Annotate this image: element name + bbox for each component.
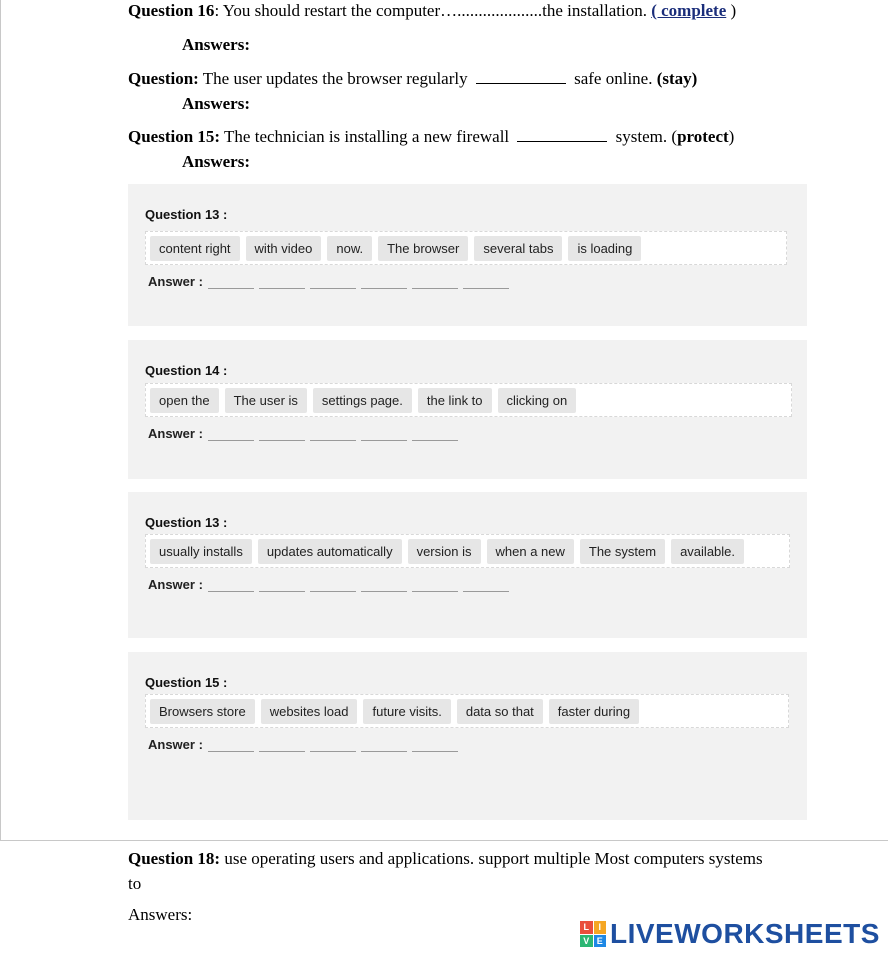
- word-chip[interactable]: with video: [246, 236, 322, 261]
- word-chip[interactable]: The browser: [378, 236, 468, 261]
- answer-label: Answer :: [148, 426, 203, 441]
- answer-row: [148, 577, 509, 592]
- question-16-answers-label: Answers:: [182, 35, 250, 54]
- answer-slot[interactable]: [463, 581, 509, 592]
- word-chip[interactable]: is loading: [568, 236, 641, 261]
- word-chip[interactable]: available.: [671, 539, 744, 564]
- word-chip[interactable]: Browsers store: [150, 699, 255, 724]
- word-chip[interactable]: several tabs: [474, 236, 562, 261]
- brand-text: LIVEWORKSHEETS: [610, 918, 880, 949]
- answer-slot[interactable]: [259, 581, 305, 592]
- word-chip[interactable]: when a new: [487, 539, 574, 564]
- word-chip[interactable]: open the: [150, 388, 219, 413]
- answer-row: [148, 426, 458, 441]
- word-bank: [145, 694, 789, 728]
- question-15-label: Question 15:: [128, 127, 221, 146]
- question-16: [128, 0, 736, 22]
- word-bank: [145, 534, 790, 568]
- question-stay-label: Question:: [128, 69, 199, 88]
- section-divider: [0, 840, 888, 841]
- word-chip[interactable]: version is: [408, 539, 481, 564]
- word-bank: [145, 231, 787, 265]
- question-16-hint[interactable]: ( complete: [651, 1, 727, 20]
- card-title: Question 15 :: [145, 675, 228, 690]
- word-chip[interactable]: updates automatically: [258, 539, 402, 564]
- card-title: Question 14 :: [145, 363, 228, 378]
- question-15-before: The technician is installing a new firewall: [220, 127, 514, 146]
- answer-slot[interactable]: [310, 741, 356, 752]
- answer-slot[interactable]: [310, 430, 356, 441]
- question-stay: [128, 68, 697, 90]
- liveworksheets-logo[interactable]: [580, 918, 880, 950]
- answer-slot[interactable]: [259, 430, 305, 441]
- word-chip[interactable]: usually installs: [150, 539, 252, 564]
- answer-slot[interactable]: [361, 278, 407, 289]
- answer-label: Answer :: [148, 274, 203, 289]
- answer-slot[interactable]: [361, 581, 407, 592]
- answer-slot[interactable]: [208, 278, 254, 289]
- word-chip[interactable]: now.: [327, 236, 372, 261]
- answer-slot[interactable]: [310, 278, 356, 289]
- word-chip[interactable]: The user is: [225, 388, 307, 413]
- question-card-14: [128, 340, 807, 479]
- question-card-15: [128, 652, 807, 820]
- question-16-label: Question 16: [128, 1, 215, 20]
- answer-slot[interactable]: [412, 278, 458, 289]
- logo-letter-l: L: [580, 921, 593, 934]
- word-chip[interactable]: the link to: [418, 388, 492, 413]
- word-chip[interactable]: faster during: [549, 699, 639, 724]
- question-card-13-a: [128, 184, 807, 326]
- question-stay-blank[interactable]: [476, 68, 566, 84]
- question-15-hint: protect: [677, 127, 729, 146]
- word-chip[interactable]: The system: [580, 539, 665, 564]
- answer-slot[interactable]: [412, 741, 458, 752]
- question-stay-after: safe online.: [569, 69, 657, 88]
- question-stay-hint: (stay): [656, 69, 698, 88]
- word-bank: [145, 383, 792, 417]
- answer-slot[interactable]: [310, 581, 356, 592]
- word-chip[interactable]: future visits.: [363, 699, 450, 724]
- question-stay-before: The user updates the browser regularly: [198, 69, 472, 88]
- left-page-border: [0, 0, 1, 840]
- question-18: [128, 846, 768, 896]
- answer-slot[interactable]: [208, 581, 254, 592]
- word-chip[interactable]: content right: [150, 236, 240, 261]
- question-18-label: Question 18:: [128, 849, 221, 868]
- logo-letter-i: I: [594, 921, 607, 934]
- question-15-close: ): [728, 127, 735, 146]
- word-chip[interactable]: settings page.: [313, 388, 412, 413]
- question-15-blank[interactable]: [517, 126, 607, 142]
- question-15-answers-label: Answers:: [182, 152, 250, 171]
- answer-slot[interactable]: [412, 430, 458, 441]
- answer-label: Answer :: [148, 577, 203, 592]
- answer-slot[interactable]: [463, 278, 509, 289]
- question-16-close: ): [726, 1, 737, 20]
- logo-letter-v: V: [580, 935, 593, 948]
- answer-slot[interactable]: [361, 741, 407, 752]
- question-card-13-b: [128, 492, 807, 638]
- answer-row: [148, 737, 458, 752]
- answer-row: [148, 274, 509, 289]
- answer-slot[interactable]: [412, 581, 458, 592]
- word-chip[interactable]: clicking on: [498, 388, 577, 413]
- card-title: Question 13 :: [145, 515, 228, 530]
- answer-slot[interactable]: [361, 430, 407, 441]
- question-15-after: system. (: [611, 127, 678, 146]
- answer-slot[interactable]: [208, 741, 254, 752]
- question-16-text: : You should restart the computer…....................the installation.: [214, 1, 652, 20]
- logo-letter-e: E: [594, 935, 607, 948]
- brand-grid-icon: [580, 921, 606, 947]
- card-title: Question 13 :: [145, 207, 228, 222]
- answer-slot[interactable]: [259, 741, 305, 752]
- answer-slot[interactable]: [259, 278, 305, 289]
- answer-slot[interactable]: [208, 430, 254, 441]
- word-chip[interactable]: websites load: [261, 699, 358, 724]
- question-15-firewall: [128, 126, 734, 148]
- question-18-answers-label: Answers:: [128, 905, 193, 924]
- answer-label: Answer :: [148, 737, 203, 752]
- question-stay-answers-label: Answers:: [182, 94, 250, 113]
- word-chip[interactable]: data so that: [457, 699, 543, 724]
- question-18-text: use operating users and applications. support multiple Most computers systems to: [128, 849, 763, 893]
